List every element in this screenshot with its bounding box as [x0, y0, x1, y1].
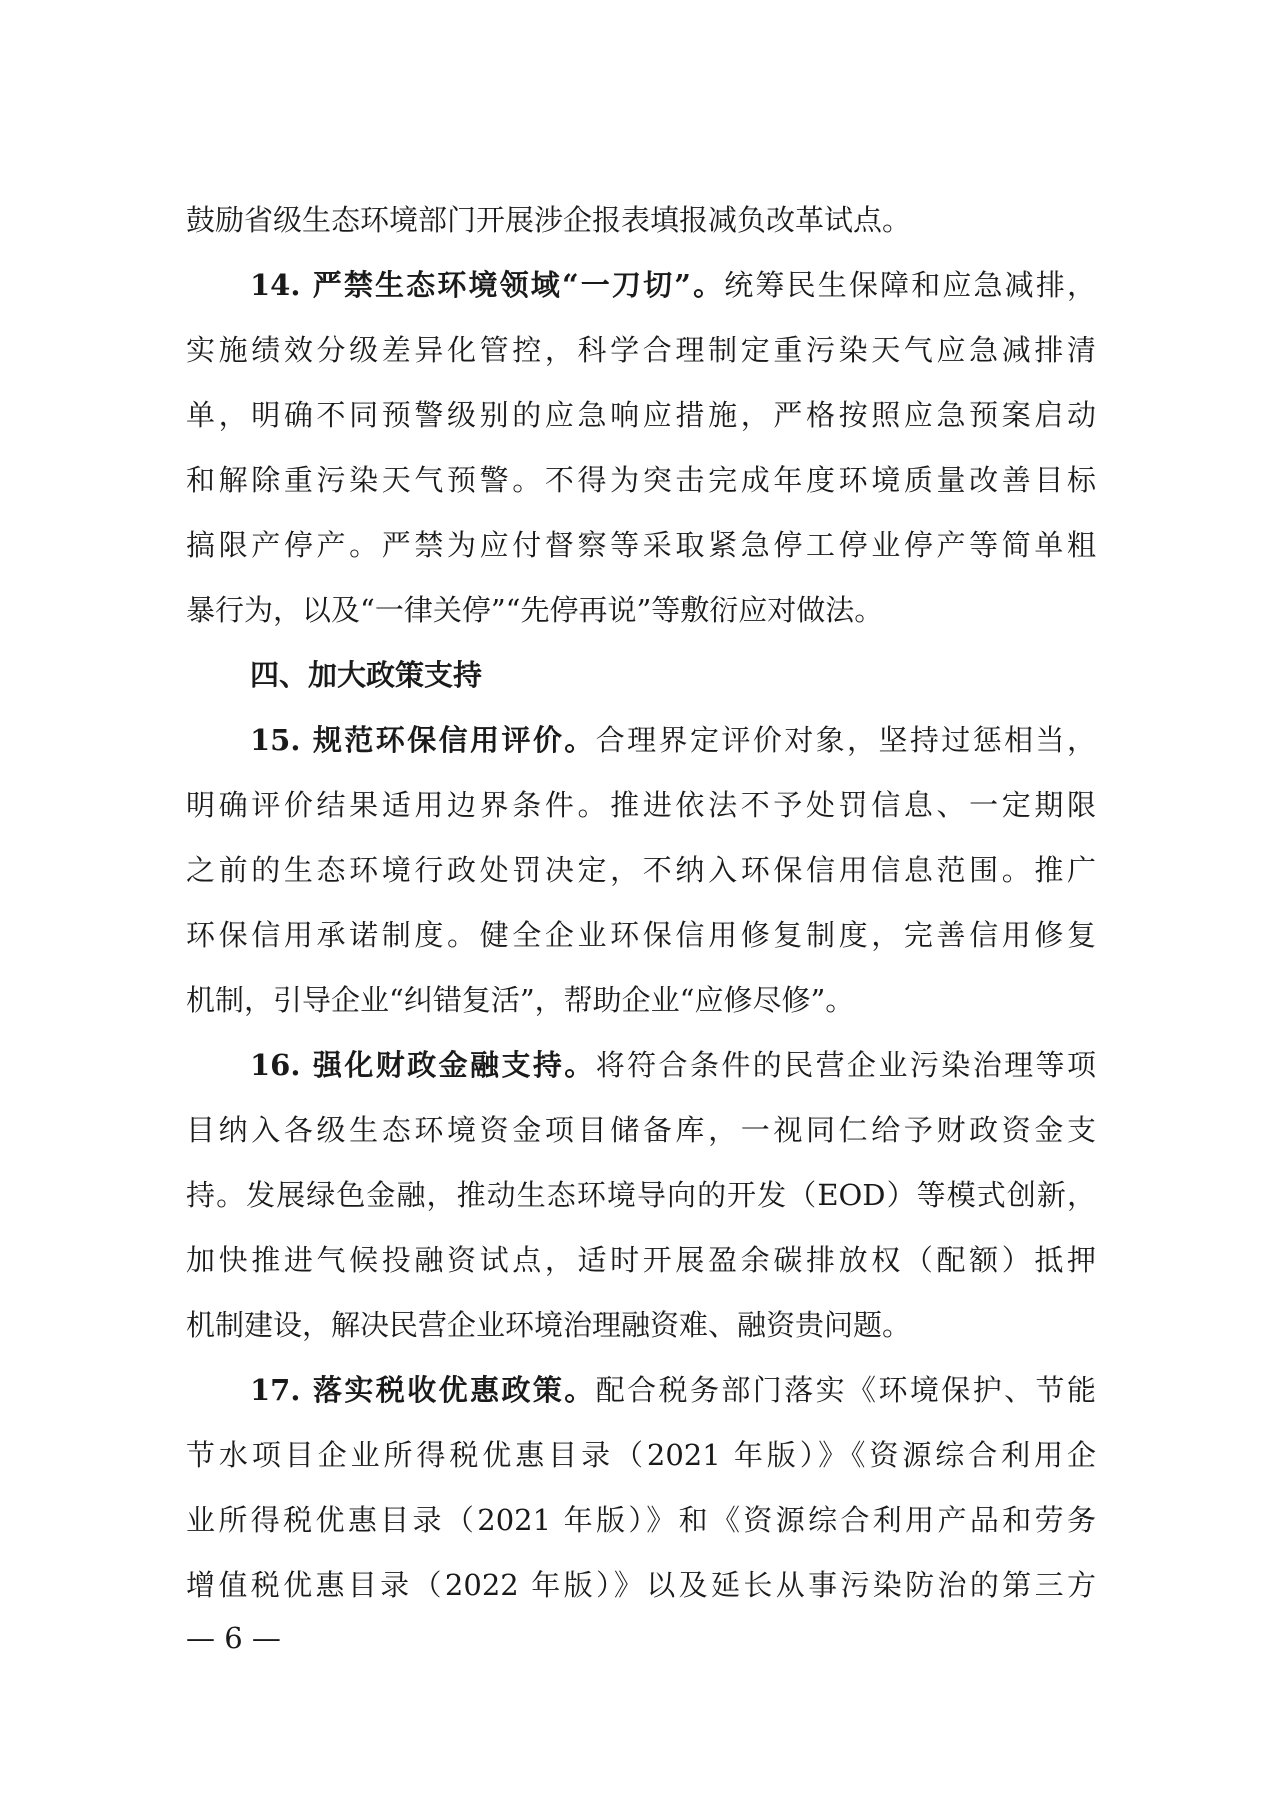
- paragraph-line: 目纳入各级生态环境资金项目储备库，一视同仁给予财政资金支: [186, 1113, 1096, 1147]
- page-number: — 6 —: [186, 1621, 281, 1655]
- paragraph-line: 单，明确不同预警级别的应急响应措施，严格按照应急预案启动: [186, 398, 1096, 432]
- paragraph-line: 和解除重污染天气预警。不得为突击完成年度环境质量改善目标: [186, 463, 1096, 497]
- paragraph-line: 加快推进气候投融资试点，适时开展盈余碳排放权（配额）抵押: [186, 1243, 1096, 1277]
- paragraph-line: 鼓励省级生态环境部门开展涉企报表填报减负改革试点。: [186, 203, 912, 237]
- item-text: 配合税务部门落实《环境保护、节能: [595, 1373, 1096, 1407]
- item-title: 14. 严禁生态环境领域“一刀切”。: [250, 268, 725, 302]
- paragraph-line: 节水项目企业所得税优惠目录（2021 年版）》《资源综合利用企: [186, 1438, 1096, 1472]
- section-heading: 四、加大政策支持: [250, 658, 483, 692]
- paragraph-line: [250, 720, 1096, 760]
- paragraph-line: 持。发展绿色金融，推动生态环境导向的开发（EOD）等模式创新，: [186, 1178, 1096, 1212]
- item-text: 统筹民生保障和应急减排，: [724, 268, 1096, 302]
- paragraph-line: [250, 265, 1096, 305]
- paragraph-line: 搞限产停产。严禁为应付督察等采取紧急停工停业停产等简单粗: [186, 528, 1096, 562]
- item-text: 合理界定评价对象，坚持过惩相当，: [595, 723, 1096, 757]
- paragraph-line: 机制建设，解决民营企业环境治理融资难、融资贵问题。: [186, 1308, 912, 1342]
- paragraph-line: 实施绩效分级差异化管控，科学合理制定重污染天气应急减排清: [186, 333, 1096, 367]
- paragraph-line: 业所得税优惠目录（2021 年版）》和《资源综合利用产品和劳务: [186, 1503, 1096, 1537]
- item-title: 15. 规范环保信用评价。: [250, 723, 596, 757]
- paragraph-line: 暴行为，以及“一律关停”“先停再说”等敷衍应对做法。: [186, 593, 884, 627]
- item-text: 将符合条件的民营企业污染治理等项: [595, 1048, 1096, 1082]
- paragraph-line: 机制，引导企业“纠错复活”，帮助企业“应修尽修”。: [186, 983, 855, 1017]
- item-title: 16. 强化财政金融支持。: [250, 1048, 596, 1082]
- paragraph-line: 之前的生态环境行政处罚决定，不纳入环保信用信息范围。推广: [186, 853, 1096, 887]
- paragraph-line: 明确评价结果适用边界条件。推进依法不予处罚信息、一定期限: [186, 788, 1096, 822]
- paragraph-line: 环保信用承诺制度。健全企业环保信用修复制度，完善信用修复: [186, 918, 1096, 952]
- paragraph-line: [250, 1370, 1096, 1410]
- paragraph-line: 增值税优惠目录（2022 年版）》以及延长从事污染防治的第三方: [186, 1568, 1096, 1602]
- item-title: 17. 落实税收优惠政策。: [250, 1373, 596, 1407]
- paragraph-line: [250, 1045, 1096, 1085]
